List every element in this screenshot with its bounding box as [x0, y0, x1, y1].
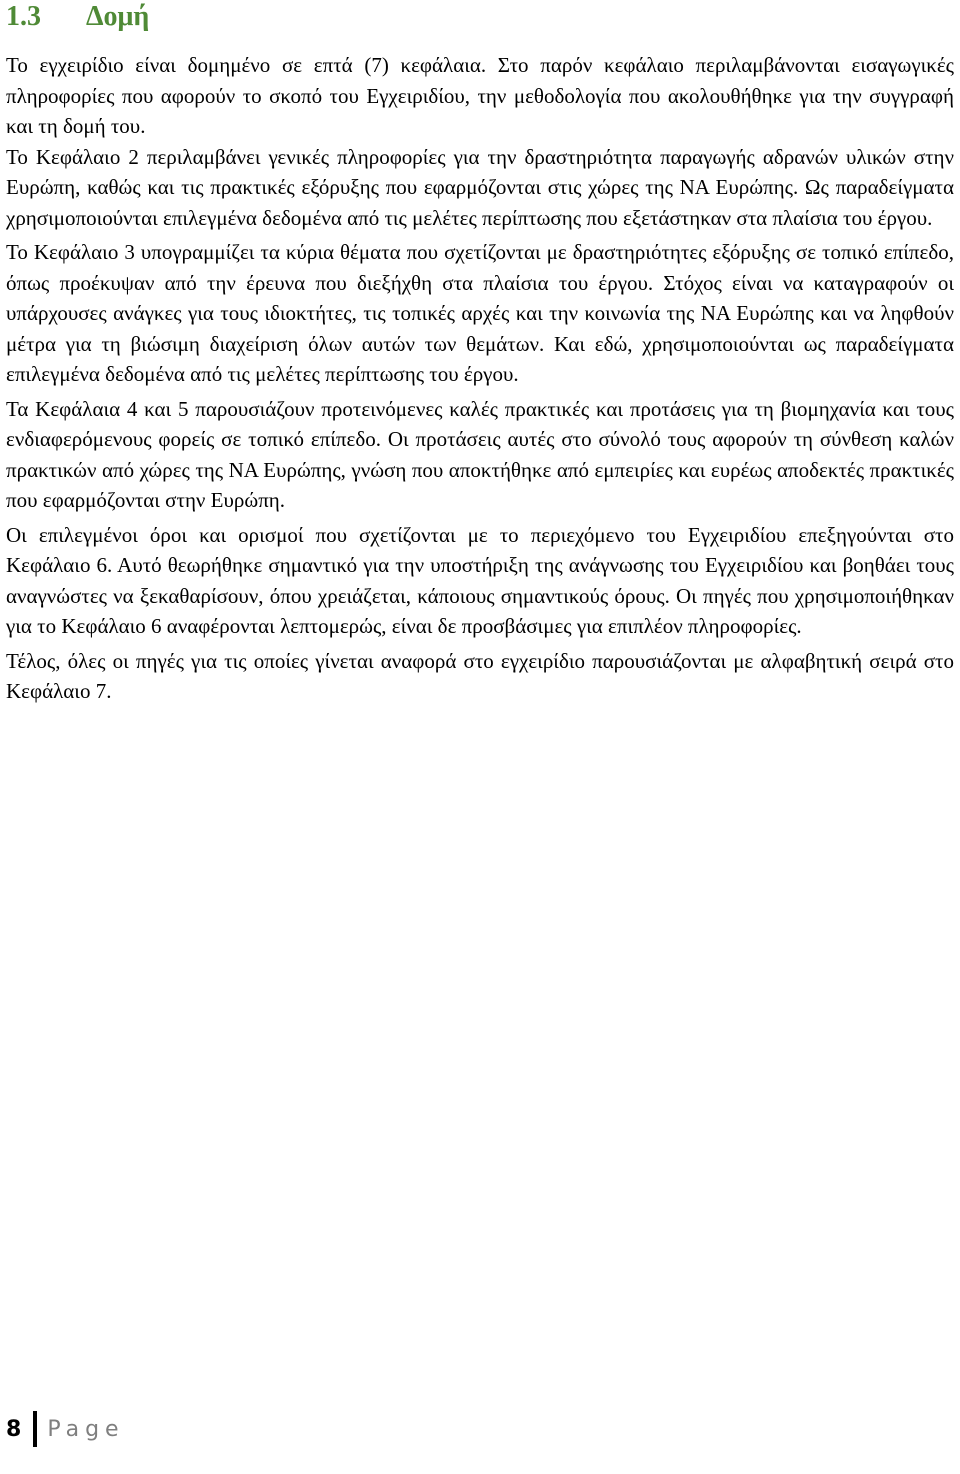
paragraph-chapter-7: Τέλος, όλες οι πηγές για τις οποίες γίνεται αναφορά στο εγχειρίδιο παρουσιάζονται με αλφαβητική σειρά στο Κεφάλαιο 7.	[6, 648, 954, 703]
section-number: 1.3	[6, 1, 41, 32]
section-heading	[6, 0, 954, 34]
paragraph-chapters-4-5: Τα Κεφάλαια 4 και 5 παρουσιάζουν προτεινόμενες καλές πρακτικές και προτάσεις για τη βιομηχανία και τους ενδιαφερόμενους φορείς σε τοπικό επίπεδο. Οι προτάσεις αυτές στο σύνολό τους αφορούν τη σύνθεση καλών πρακτικών από χώρες της ΝΑ Ευρώπης, γνώση που αποκτήθηκε από εμπειρίες και ευρέως αποδεκτές πρακτικές που εφαρμόζονται στην Ευρώπη.	[6, 396, 954, 512]
section-body	[6, 50, 954, 707]
page-label: Page	[47, 1416, 125, 1442]
page-number: 8	[6, 1416, 22, 1442]
footer-divider	[33, 1411, 37, 1447]
paragraph-chapter-6: Οι επιλεγμένοι όροι και ορισμοί που σχετίζονται με το περιεχόμενο του Εγχειριδίου επεξηγούνται στο Κεφάλαιο 6. Αυτό θεωρήθηκε σημαντικό για την υποστήριξη της ανάγνωσης του Εγχειριδίου και βοηθάει τους αναγνώστες να ξεκαθαρίσουν, όπου χρειάζεται, κάποιους σημαντικούς όρους. Οι πηγές που χρησιμοποιήθηκαν για το Κεφάλαιο 6 αναφέρονται λεπτομερώς, είναι δε προσβάσιμες για επιπλέον πληροφορίες.	[6, 522, 954, 638]
page-footer	[6, 1408, 125, 1450]
paragraph-intro: Το εγχειρίδιο είναι δομημένο σε επτά (7) κεφάλαια. Στο παρόν κεφάλαιο περιλαμβάνονται εισαγωγικές πληροφορίες που αφορούν το σκοπό του Εγχειριδίου, την μεθοδολογία που ακολουθήθηκε για την συγγραφή και τη δομή του.	[6, 53, 954, 138]
paragraph-chapter-2: Το Κεφάλαιο 2 περιλαμβάνει γενικές πληροφορίες για την δραστηριότητα παραγωγής αδρανών υλικών στην Ευρώπη, καθώς και τις πρακτικές εξόρυξης που εφαρμόζονται στις χώρες της ΝΑ Ευρώπης. Ως παραδείγματα χρησιμοποιούνται επιλεγμένα δεδομένα από τις μελέτες περίπτωσης που εξετάστηκαν στα πλαίσια του έργου.	[6, 144, 954, 230]
paragraph-chapter-3: Το Κεφάλαιο 3 υπογραμμίζει τα κύρια θέματα που σχετίζονται με δραστηριότητες εξόρυξης σε τοπικό επίπεδο, όπως προέκυψαν από την έρευνα που διεξήχθη στα πλαίσια του έργου. Στόχος είναι να καταγραφούν οι υπάρχουσες ανάγκες για τους ιδιοκτήτες, τις τοπικές αρχές και την κοινωνία της ΝΑ Ευρώπης και να ληφθούν μέτρα για τη βιώσιμη διαχείριση όλων αυτών των θεμάτων. Και εδώ, χρησιμοποιούνται ως παραδείγματα επιλεγμένα δεδομένα από τις μελέτες περίπτωσης του έργου.	[6, 240, 954, 386]
section-title: Δομή	[86, 1, 150, 32]
document-page	[6, 0, 954, 707]
